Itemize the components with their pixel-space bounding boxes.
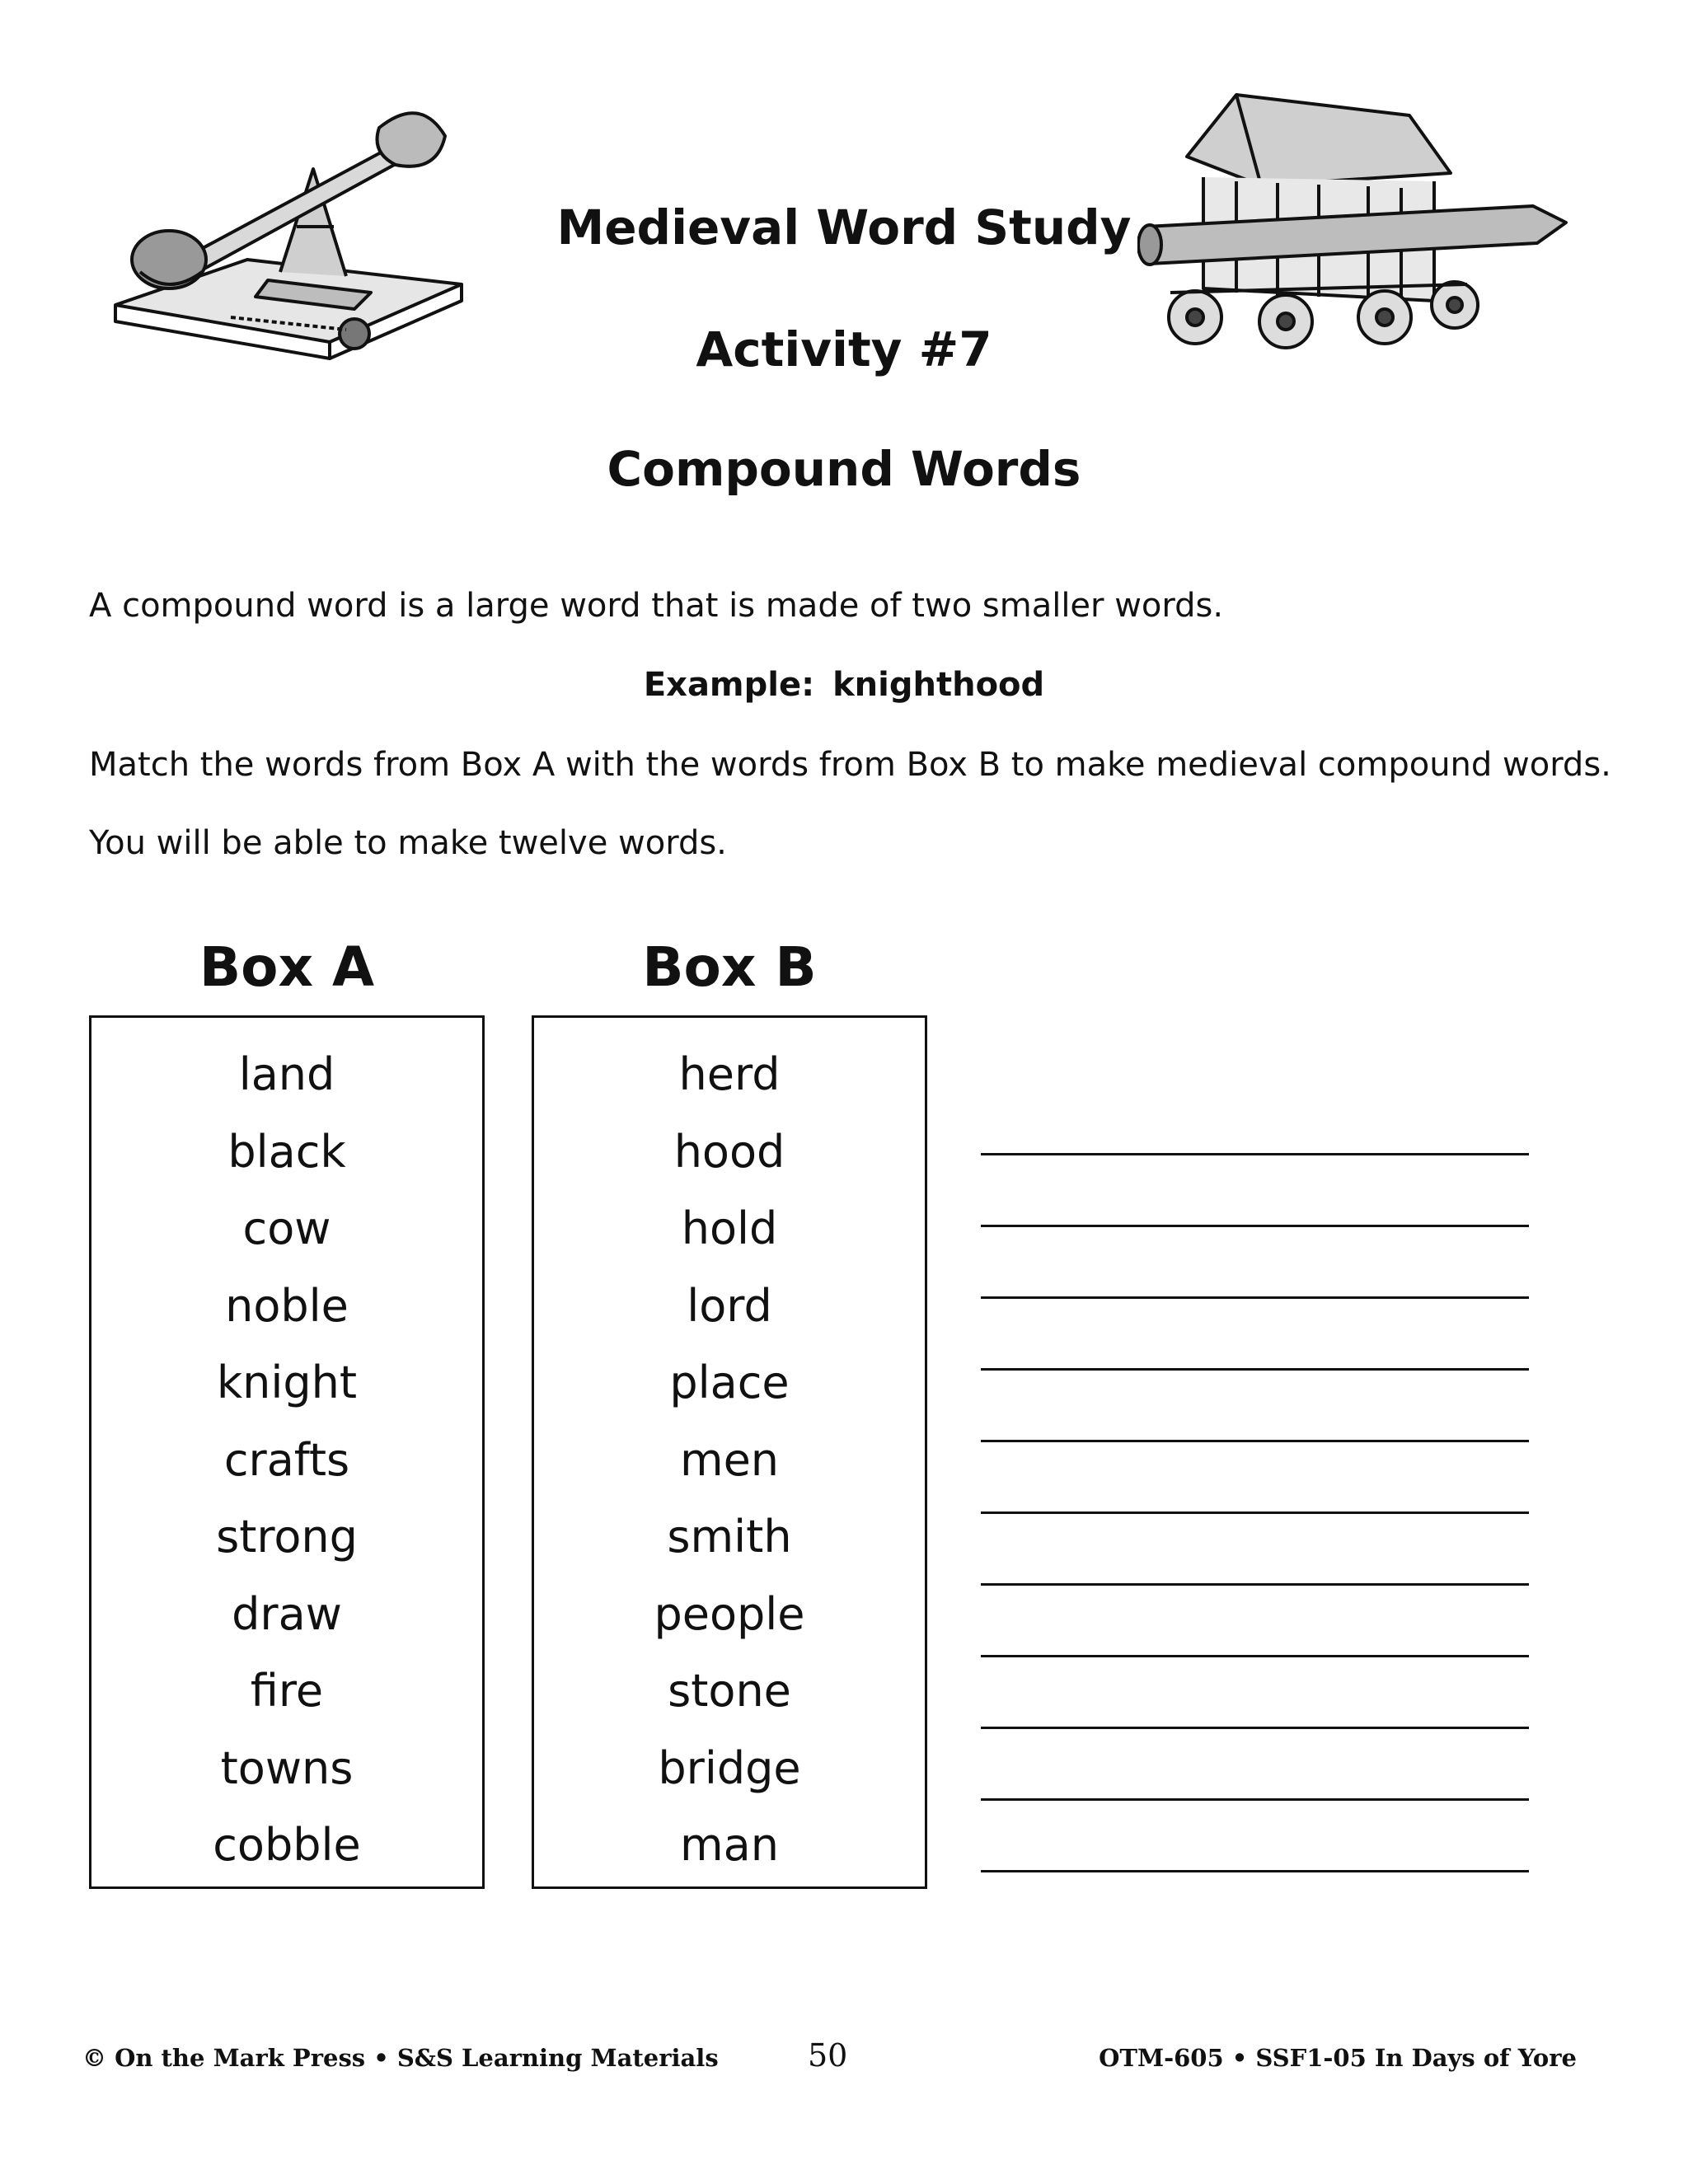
box-a-word: knight	[216, 1357, 358, 1408]
match-instruction: Match the words from Box A with the words from Box B to make medieval compound words.	[89, 746, 1611, 784]
box-a-word: strong	[216, 1511, 358, 1563]
box-b-word: place	[669, 1357, 790, 1408]
box-b-word: lord	[687, 1279, 772, 1332]
answer-line[interactable]	[981, 1657, 1529, 1729]
answer-line[interactable]	[981, 1371, 1529, 1442]
box-a-word: land	[238, 1048, 335, 1100]
box-a-word: crafts	[223, 1433, 350, 1486]
answer-line[interactable]	[981, 1155, 1529, 1227]
box-b-word: bridge	[658, 1741, 801, 1794]
page-title: Medieval Word Study	[556, 199, 1132, 255]
box-b-heading: Box B	[642, 935, 817, 999]
box-b-word: stone	[668, 1665, 791, 1717]
activity-number: Activity #7	[696, 321, 992, 377]
box-a-word: draw	[232, 1587, 342, 1640]
box-b-word: smith	[667, 1511, 792, 1563]
box-b-word: hood	[673, 1125, 785, 1178]
example-line	[0, 666, 1688, 704]
box-b-word: herd	[678, 1048, 781, 1100]
box-a	[89, 1015, 485, 1889]
box-a-word: cobble	[213, 1819, 361, 1871]
answer-lines	[981, 1084, 1529, 1872]
box-a-word-list	[91, 1036, 482, 1884]
answer-line[interactable]	[981, 1084, 1529, 1155]
box-a-word: noble	[225, 1279, 349, 1332]
count-instruction: You will be able to make twelve words.	[89, 824, 727, 862]
box-a-heading: Box A	[199, 935, 375, 999]
answer-line[interactable]	[981, 1514, 1529, 1586]
box-b-word-list	[534, 1036, 925, 1884]
answer-line[interactable]	[981, 1729, 1529, 1801]
answer-line[interactable]	[981, 1442, 1529, 1514]
box-b-word: men	[679, 1433, 780, 1486]
box-a-word: black	[227, 1125, 346, 1178]
box-b-word: hold	[681, 1202, 778, 1254]
footer-publisher: © On the Mark Press • S&S Learning Materials	[82, 2044, 719, 2072]
definition-text: A compound word is a large word that is made of two smaller words.	[89, 587, 1224, 625]
page-number: 50	[808, 2037, 848, 2074]
answer-line[interactable]	[981, 1299, 1529, 1371]
answer-line[interactable]	[981, 1227, 1529, 1299]
example-word: knighthood	[832, 666, 1045, 704]
footer-product-code: OTM-605 • SSF1-05 In Days of Yore	[1099, 2044, 1577, 2072]
answer-line[interactable]	[981, 1586, 1529, 1657]
box-b	[532, 1015, 927, 1889]
box-a-word: fire	[250, 1665, 324, 1717]
box-b-word: man	[680, 1819, 779, 1871]
activity-subtitle: Compound Words	[607, 441, 1081, 497]
box-a-word: cow	[242, 1202, 331, 1254]
box-b-word: people	[654, 1587, 805, 1640]
example-label: Example:	[643, 666, 815, 704]
box-a-word: towns	[220, 1741, 354, 1794]
answer-line[interactable]	[981, 1801, 1529, 1872]
